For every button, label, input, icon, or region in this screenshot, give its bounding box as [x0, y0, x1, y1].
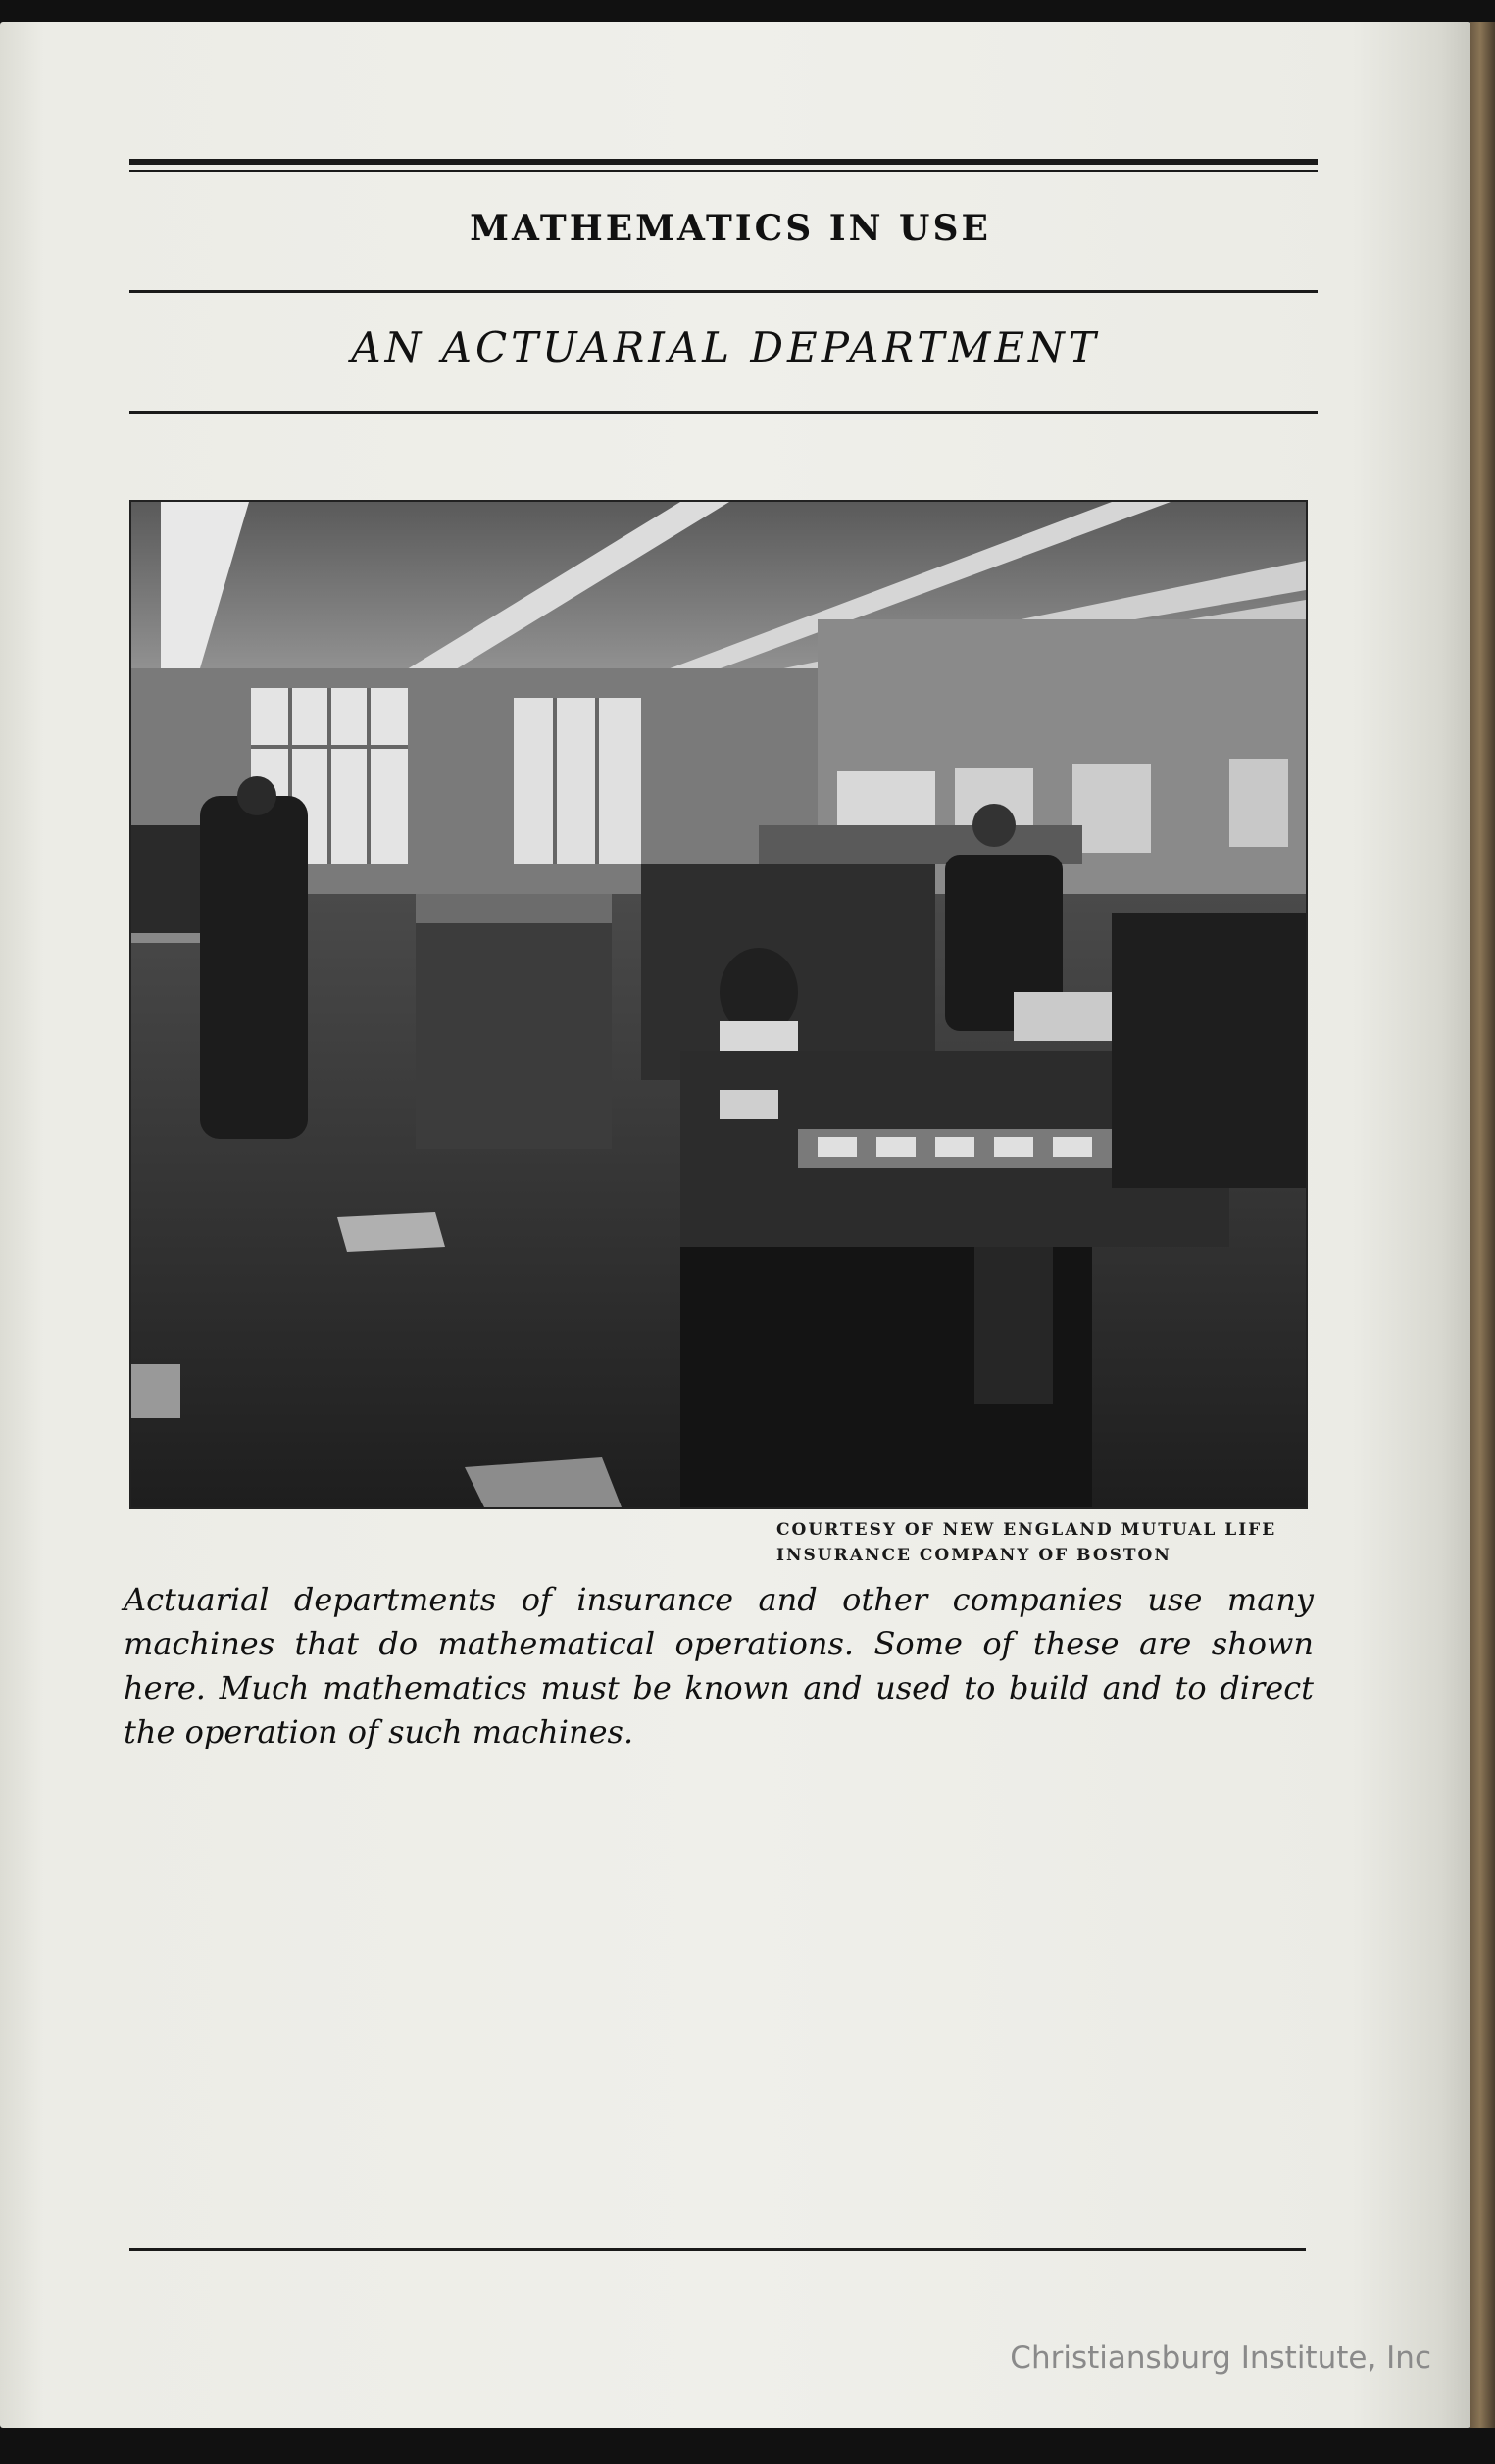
office-photo-icon: [131, 502, 1306, 1507]
watermark: Christiansburg Institute, Inc: [1010, 2341, 1431, 2376]
header-rule-bottom: [129, 411, 1318, 414]
photo-caption: Actuarial departments of insurance and other companies use many machines that do mathematical operations. Some of these are shown here. Much mathematics must be known and used to build and to direct the operation of such machines.: [124, 1581, 1314, 1750]
section-title: MATHEMATICS IN USE: [470, 208, 991, 249]
header-rule-top: [129, 159, 1318, 165]
page-title: AN ACTUARIAL DEPARTMENT: [351, 323, 1100, 371]
header-rule-top-thin: [129, 170, 1318, 172]
credit-line-1: COURTESY OF NEW ENGLAND MUTUAL LIFE: [776, 1520, 1277, 1540]
footer-rule: [129, 2248, 1306, 2251]
header-rule-middle: [129, 290, 1318, 293]
book-cover-edge: [1470, 22, 1495, 2428]
credit-line-2: INSURANCE COMPANY OF BOSTON: [776, 1546, 1171, 1565]
office-photo: [129, 500, 1308, 1509]
photo-credit: [776, 1517, 1325, 1568]
